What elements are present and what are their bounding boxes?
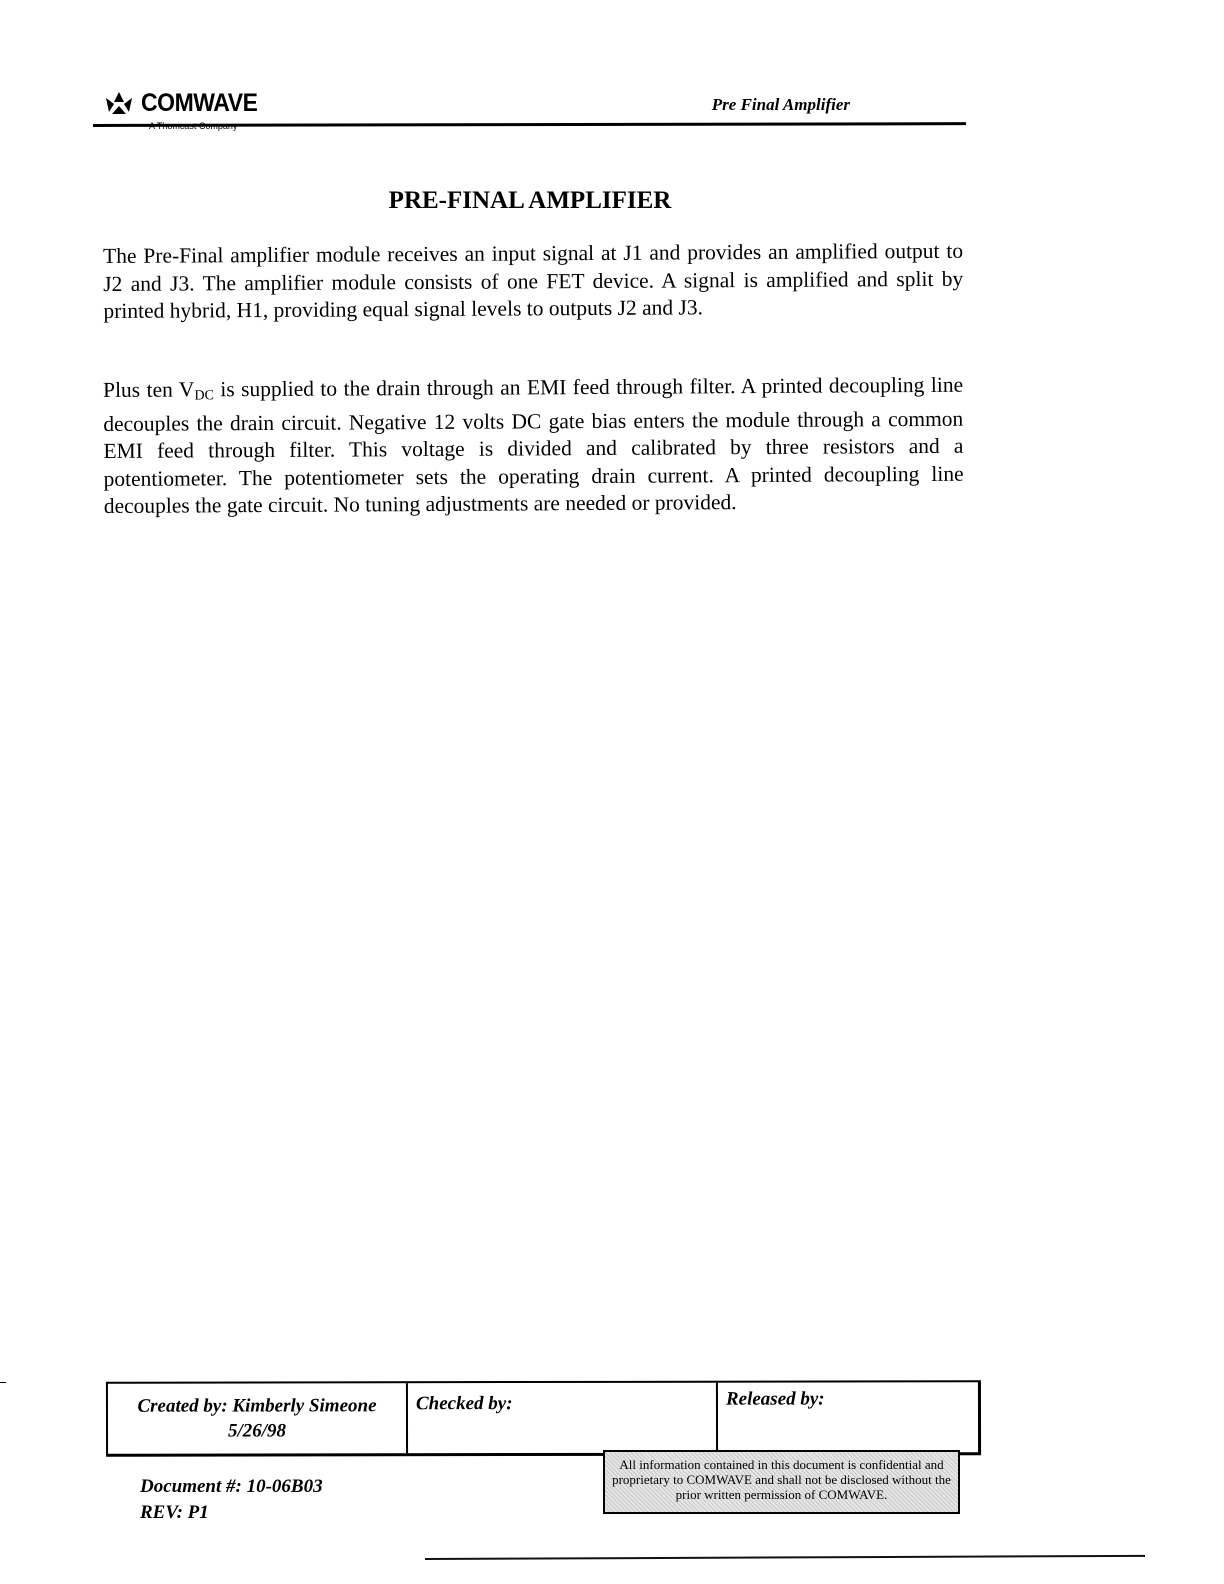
signoff-table xyxy=(106,1380,981,1457)
created-date: 5/26/98 xyxy=(227,1420,287,1442)
paragraph-bias-start: Plus ten V xyxy=(103,377,195,402)
comwave-logo-icon xyxy=(103,90,135,118)
released-by-cell xyxy=(718,1382,978,1452)
page-title: PRE-FINAL AMPLIFIER xyxy=(388,187,672,214)
created-by-label: Created by: Kimberly Simeone xyxy=(137,1395,377,1417)
document-number: Document #: 10-06B03 xyxy=(140,1476,323,1497)
confidentiality-notice: All information contained in this document is confidential and proprietary to COMWAVE and shall not be disclosed without the prior written permission of COMWAVE. xyxy=(603,1450,960,1514)
header-divider xyxy=(93,122,966,127)
paragraph-bias xyxy=(103,372,964,521)
scan-mark xyxy=(0,1382,6,1383)
paragraph-description: The Pre-Final amplifier module receives an input signal at J1 and provides an amplified output to J2 and J3. The amplifier module consists of one FET device. A signal is amplified and split by printed hybrid, H1, providing equal signal levels to outputs J2 and J3. xyxy=(103,238,964,323)
company-logo xyxy=(103,88,303,136)
running-header-title: Pre Final Amplifier xyxy=(711,95,850,114)
vdc-subscript: DC xyxy=(194,388,214,404)
created-by-cell xyxy=(108,1383,408,1454)
revision: REV: P1 xyxy=(140,1502,209,1523)
released-by-label: Released by: xyxy=(725,1388,825,1410)
checked-by-label: Checked by: xyxy=(415,1393,513,1415)
checked-by-cell xyxy=(408,1383,718,1454)
footer-rule xyxy=(425,1555,1145,1560)
logo-company-name: COMWAVE xyxy=(141,89,258,117)
document-info xyxy=(140,1474,323,1526)
paragraph-bias-rest: is supplied to the drain through an EMI feed through filter. A printed decoupling line decouples the drain circuit. Negative 12 volts DC gate bias enters the module through a common EMI feed through filter. This voltage is divided and calibrated by three resistors and a potentiometer. The potentiometer sets the operating drain current. A printed decoupling line decouples the gate circuit. No tuning adjustments are needed or provided. xyxy=(103,372,964,518)
